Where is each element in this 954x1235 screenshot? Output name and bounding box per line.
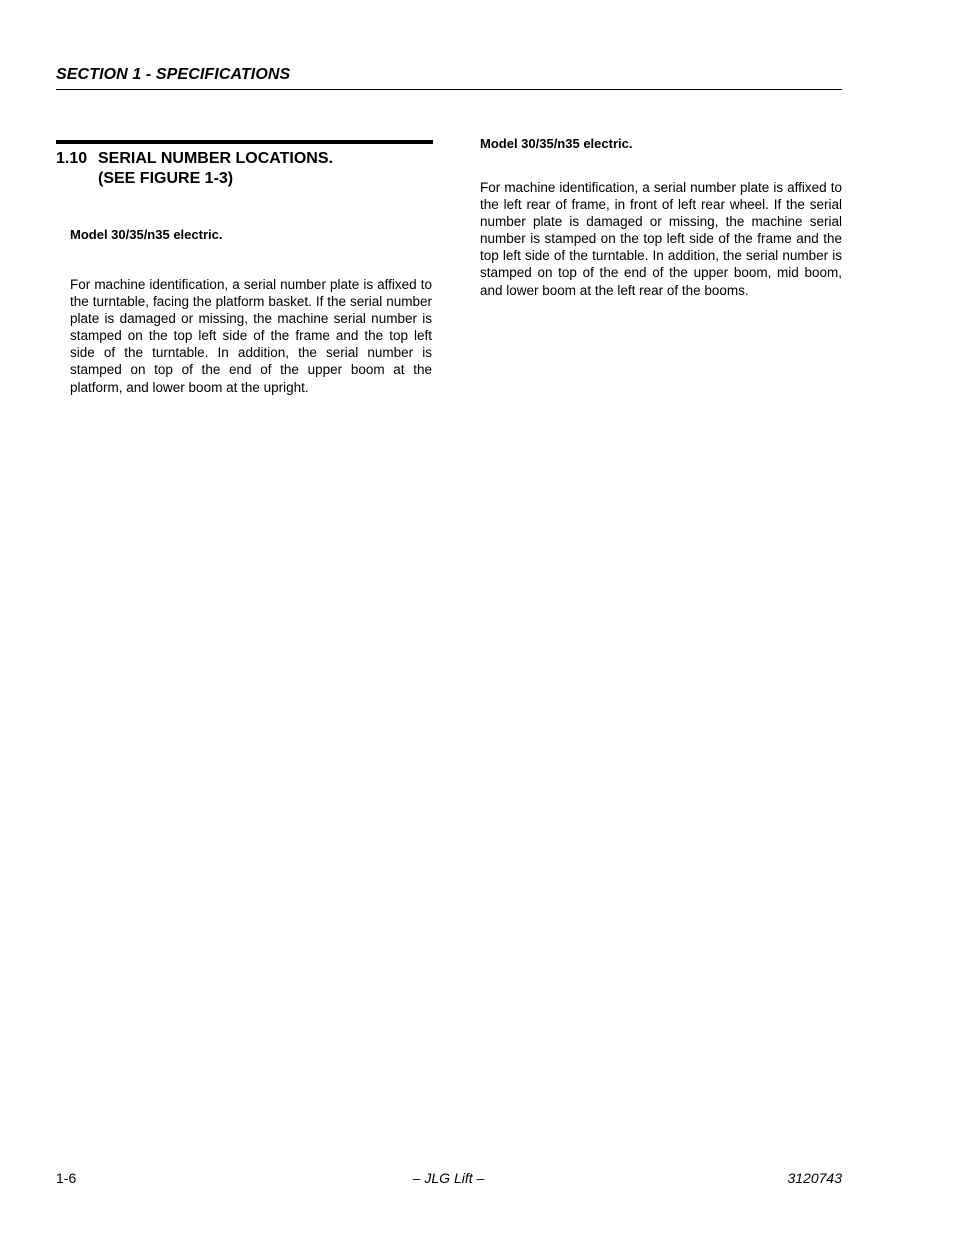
section-heading-block <box>56 140 433 189</box>
section-title-line1: SERIAL NUMBER LOCATIONS. <box>98 150 333 167</box>
header-divider <box>56 89 842 90</box>
left-model-subheading: Model 30/35/n35 electric. <box>70 227 223 242</box>
section-number: 1.10 <box>56 150 88 167</box>
section-heading <box>56 149 433 189</box>
right-model-subheading: Model 30/35/n35 electric. <box>480 136 633 151</box>
section-title-line2: (SEE FIGURE 1-3) <box>98 170 234 187</box>
left-body-paragraph: For machine identification, a serial number plate is affixed to the turntable, facing the platform basket. If the serial number plate is damaged or missing, the machine serial number is stamped on the top left side of the frame and the top left side of the turntable. In addition, the serial number is stamped on top of the end of the upper boom at the platform, and lower boom at the upright. <box>70 277 432 395</box>
right-body-paragraph: For machine identification, a serial number plate is affixed to the left rear of frame, in front of left rear wheel. If the serial number plate is damaged or missing, the machine serial number is stamped on the top left side of the frame and the top left side of the turntable. In addition, the serial number is stamped on top of the end of the upper boom, mid boom, and lower boom at the left rear of the booms. <box>480 180 842 298</box>
section-header-title: SECTION 1 - SPECIFICATIONS <box>56 66 291 83</box>
footer-page-number: 1-6 <box>56 1170 77 1186</box>
section-title <box>98 149 433 189</box>
footer-company: – JLG Lift – <box>412 1170 485 1186</box>
footer-doc-number: 3120743 <box>787 1170 842 1186</box>
heading-divider <box>56 140 433 144</box>
